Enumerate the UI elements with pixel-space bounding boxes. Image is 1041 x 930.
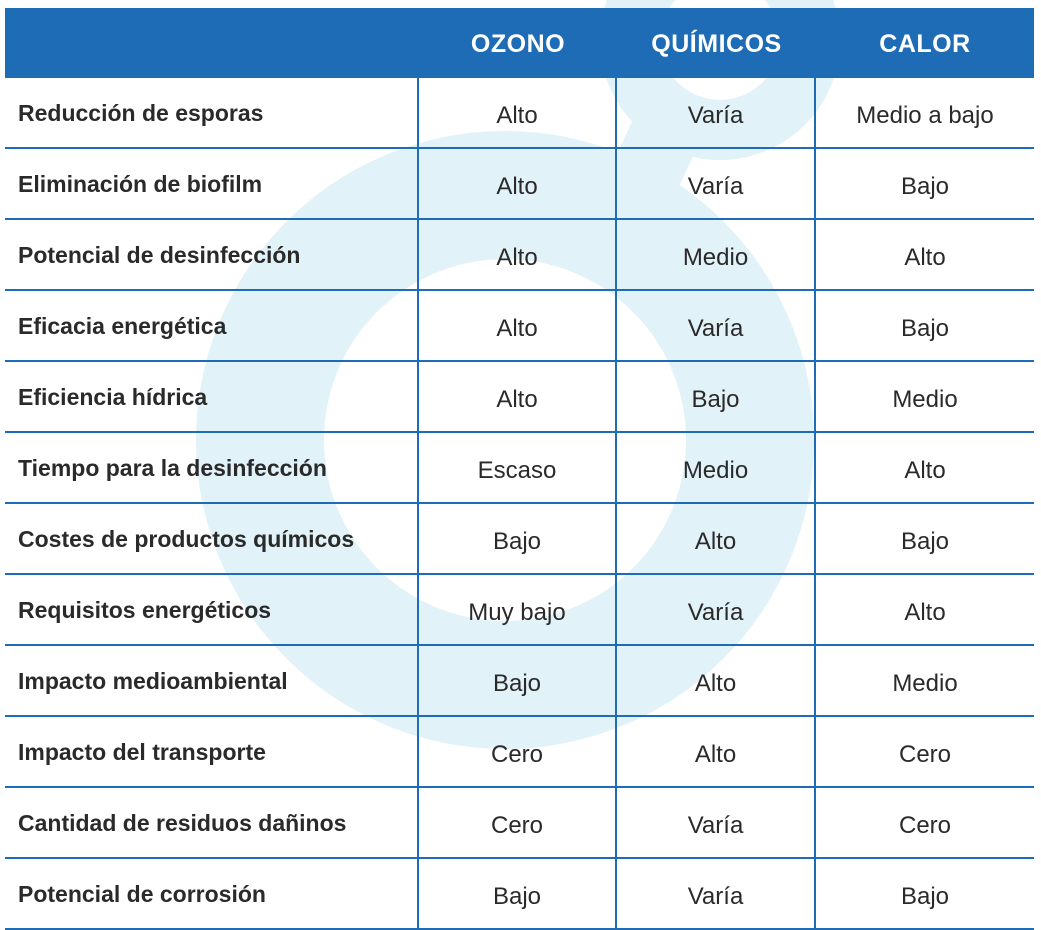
cell-calor: Alto: [904, 457, 946, 484]
cell-calor: Alto: [904, 599, 946, 626]
cell-calor: Medio: [892, 386, 958, 413]
table-row: [5, 149, 1034, 220]
header-empty-cell: [5, 8, 419, 78]
row-label: Eficacia energética: [5, 291, 419, 360]
cell-quimicos: Alto: [617, 504, 816, 573]
cell-ozono: Alto: [419, 149, 617, 218]
row-label: Reducción de esporas: [5, 78, 419, 147]
cell-ozono: Alto: [419, 362, 617, 431]
table-row: [5, 859, 1034, 930]
table-row: [5, 504, 1034, 575]
table-row: [5, 717, 1034, 788]
table-row: [5, 575, 1034, 646]
cell-quimicos: Varía: [617, 788, 816, 857]
row-label: Potencial de corrosión: [5, 859, 419, 928]
cell-quimicos: Varía: [617, 291, 816, 360]
cell-calor: Bajo: [900, 173, 950, 200]
row-label: Requisitos energéticos: [5, 575, 419, 644]
cell-quimicos: Varía: [617, 575, 816, 644]
table-header: [5, 8, 1034, 78]
cell-ozono: Muy bajo: [419, 575, 617, 644]
table-row: [5, 291, 1034, 362]
cell-calor: Cero: [898, 812, 952, 839]
cell-quimicos: Alto: [617, 717, 816, 786]
table-row: [5, 788, 1034, 859]
row-label: Costes de productos químicos: [5, 504, 419, 573]
cell-quimicos: Varía: [617, 149, 816, 218]
cell-calor: Bajo: [900, 528, 950, 555]
table-row: [5, 362, 1034, 433]
cell-ozono: Bajo: [419, 646, 617, 715]
row-label: Eficiencia hídrica: [5, 362, 419, 431]
cell-quimicos: Varía: [617, 78, 816, 147]
cell-ozono: Alto: [419, 220, 617, 289]
row-label: Cantidad de residuos dañinos: [5, 788, 419, 857]
cell-quimicos: Varía: [617, 859, 816, 928]
row-label: Impacto medioambiental: [5, 646, 419, 715]
row-label: Potencial de desinfección: [5, 220, 419, 289]
row-label: Impacto del transporte: [5, 717, 419, 786]
cell-ozono: Cero: [419, 788, 617, 857]
table-row: [5, 433, 1034, 504]
header-quimicos: QUÍMICOS: [651, 29, 782, 58]
cell-calor: Bajo: [900, 883, 950, 910]
table-row: [5, 78, 1034, 149]
cell-calor: Bajo: [900, 315, 950, 342]
cell-quimicos: Medio: [617, 220, 816, 289]
cell-quimicos: Alto: [617, 646, 816, 715]
cell-quimicos: Medio: [617, 433, 816, 502]
comparison-table: [5, 8, 1034, 930]
cell-ozono: Cero: [419, 717, 617, 786]
cell-ozono: Alto: [419, 78, 617, 147]
row-label: Eliminación de biofilm: [5, 149, 419, 218]
cell-ozono: Escaso: [419, 433, 617, 502]
header-ozono: OZONO: [470, 29, 566, 58]
cell-ozono: Bajo: [419, 504, 617, 573]
row-label: Tiempo para la desinfección: [5, 433, 419, 502]
cell-calor: Alto: [904, 244, 946, 271]
cell-calor: Medio a bajo: [856, 102, 994, 129]
cell-calor: Medio: [892, 670, 958, 697]
cell-calor: Cero: [898, 741, 952, 768]
header-calor: CALOR: [879, 29, 971, 58]
table-row: [5, 646, 1034, 717]
cell-quimicos: Bajo: [617, 362, 816, 431]
table-row: [5, 220, 1034, 291]
cell-ozono: Bajo: [419, 859, 617, 928]
cell-ozono: Alto: [419, 291, 617, 360]
